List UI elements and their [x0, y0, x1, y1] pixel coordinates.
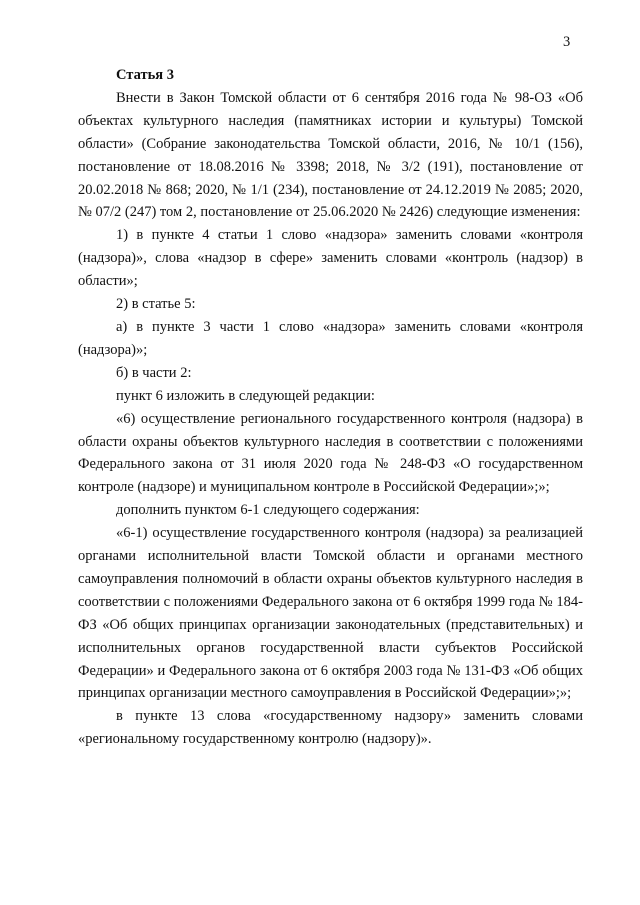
paragraph-point-6-intro: пункт 6 изложить в следующей редакции:	[116, 387, 375, 404]
paragraph-item-2b: б) в части 2:	[116, 364, 192, 381]
paragraph-point-6-1-intro: дополнить пунктом 6-1 следующего содержания:	[116, 502, 420, 519]
paragraph-intro: Внести в Закон Томской области от 6 сентября 2016 года № 98-ОЗ «Об объектах культурного наследия (памятниках истории и культуры) Томской области» (Собрание законодательства Томской области, 2016, № 10/1 (156), постановление от 18.08.2016 № 3398; 2018, № 3/2 (191), постановление от 20.02.2018 № 868; 2020, № 1/1 (234), постановление от 24.12.2019 № 2085; 2020, № 07/2 (247) том 2, постановление от 25.06.2020 № 2426) следующие изменения:	[78, 89, 583, 221]
paragraph-point-6-text: «6) осуществление регионального государственного контроля (надзора) в области охраны объектов культурного наследия в соответствии с положениями Федерального закона от 31 июля 2020 года № 248-ФЗ «О государственном контроле (надзоре) и муниципальном контроле в Российской Федерации»;»;	[78, 410, 583, 496]
page-number: 3	[563, 34, 571, 50]
paragraph-item-1: 1) в пункте 4 статьи 1 слово «надзора» заменить словами «контроля (надзора)», слова «надзор в сфере» заменить словами «контроль (надзор) в области»;	[78, 227, 583, 290]
article-title: Статья 3	[116, 67, 174, 83]
paragraph-item-2a: а) в пункте 3 части 1 слово «надзора» заменить словами «контроля (надзора)»;	[78, 318, 583, 358]
paragraph-point-13: в пункте 13 слова «государственному надзору» заменить словами «региональному государственному контролю (надзору)».	[78, 708, 583, 748]
paragraph-item-2: 2) в статье 5:	[116, 296, 196, 313]
paragraph-point-6-1-text: «6-1) осуществление государственного контроля (надзора) за реализацией органами исполнительной власти Томской области и органами местного самоуправления полномочий в области охраны объектов культурного наследия в соответствии с положениями Федерального закона от 6 октября 1999 года № 184-ФЗ «Об общих принципах организации законодательных (представительных) и исполнительных органов государственной власти субъектов Российской Федерации» и Федерального закона от 6 октября 2003 года № 131-ФЗ «Об общих принципах организации местного самоуправления в Российской Федерации»;»;	[78, 525, 583, 702]
document-body	[78, 64, 583, 751]
